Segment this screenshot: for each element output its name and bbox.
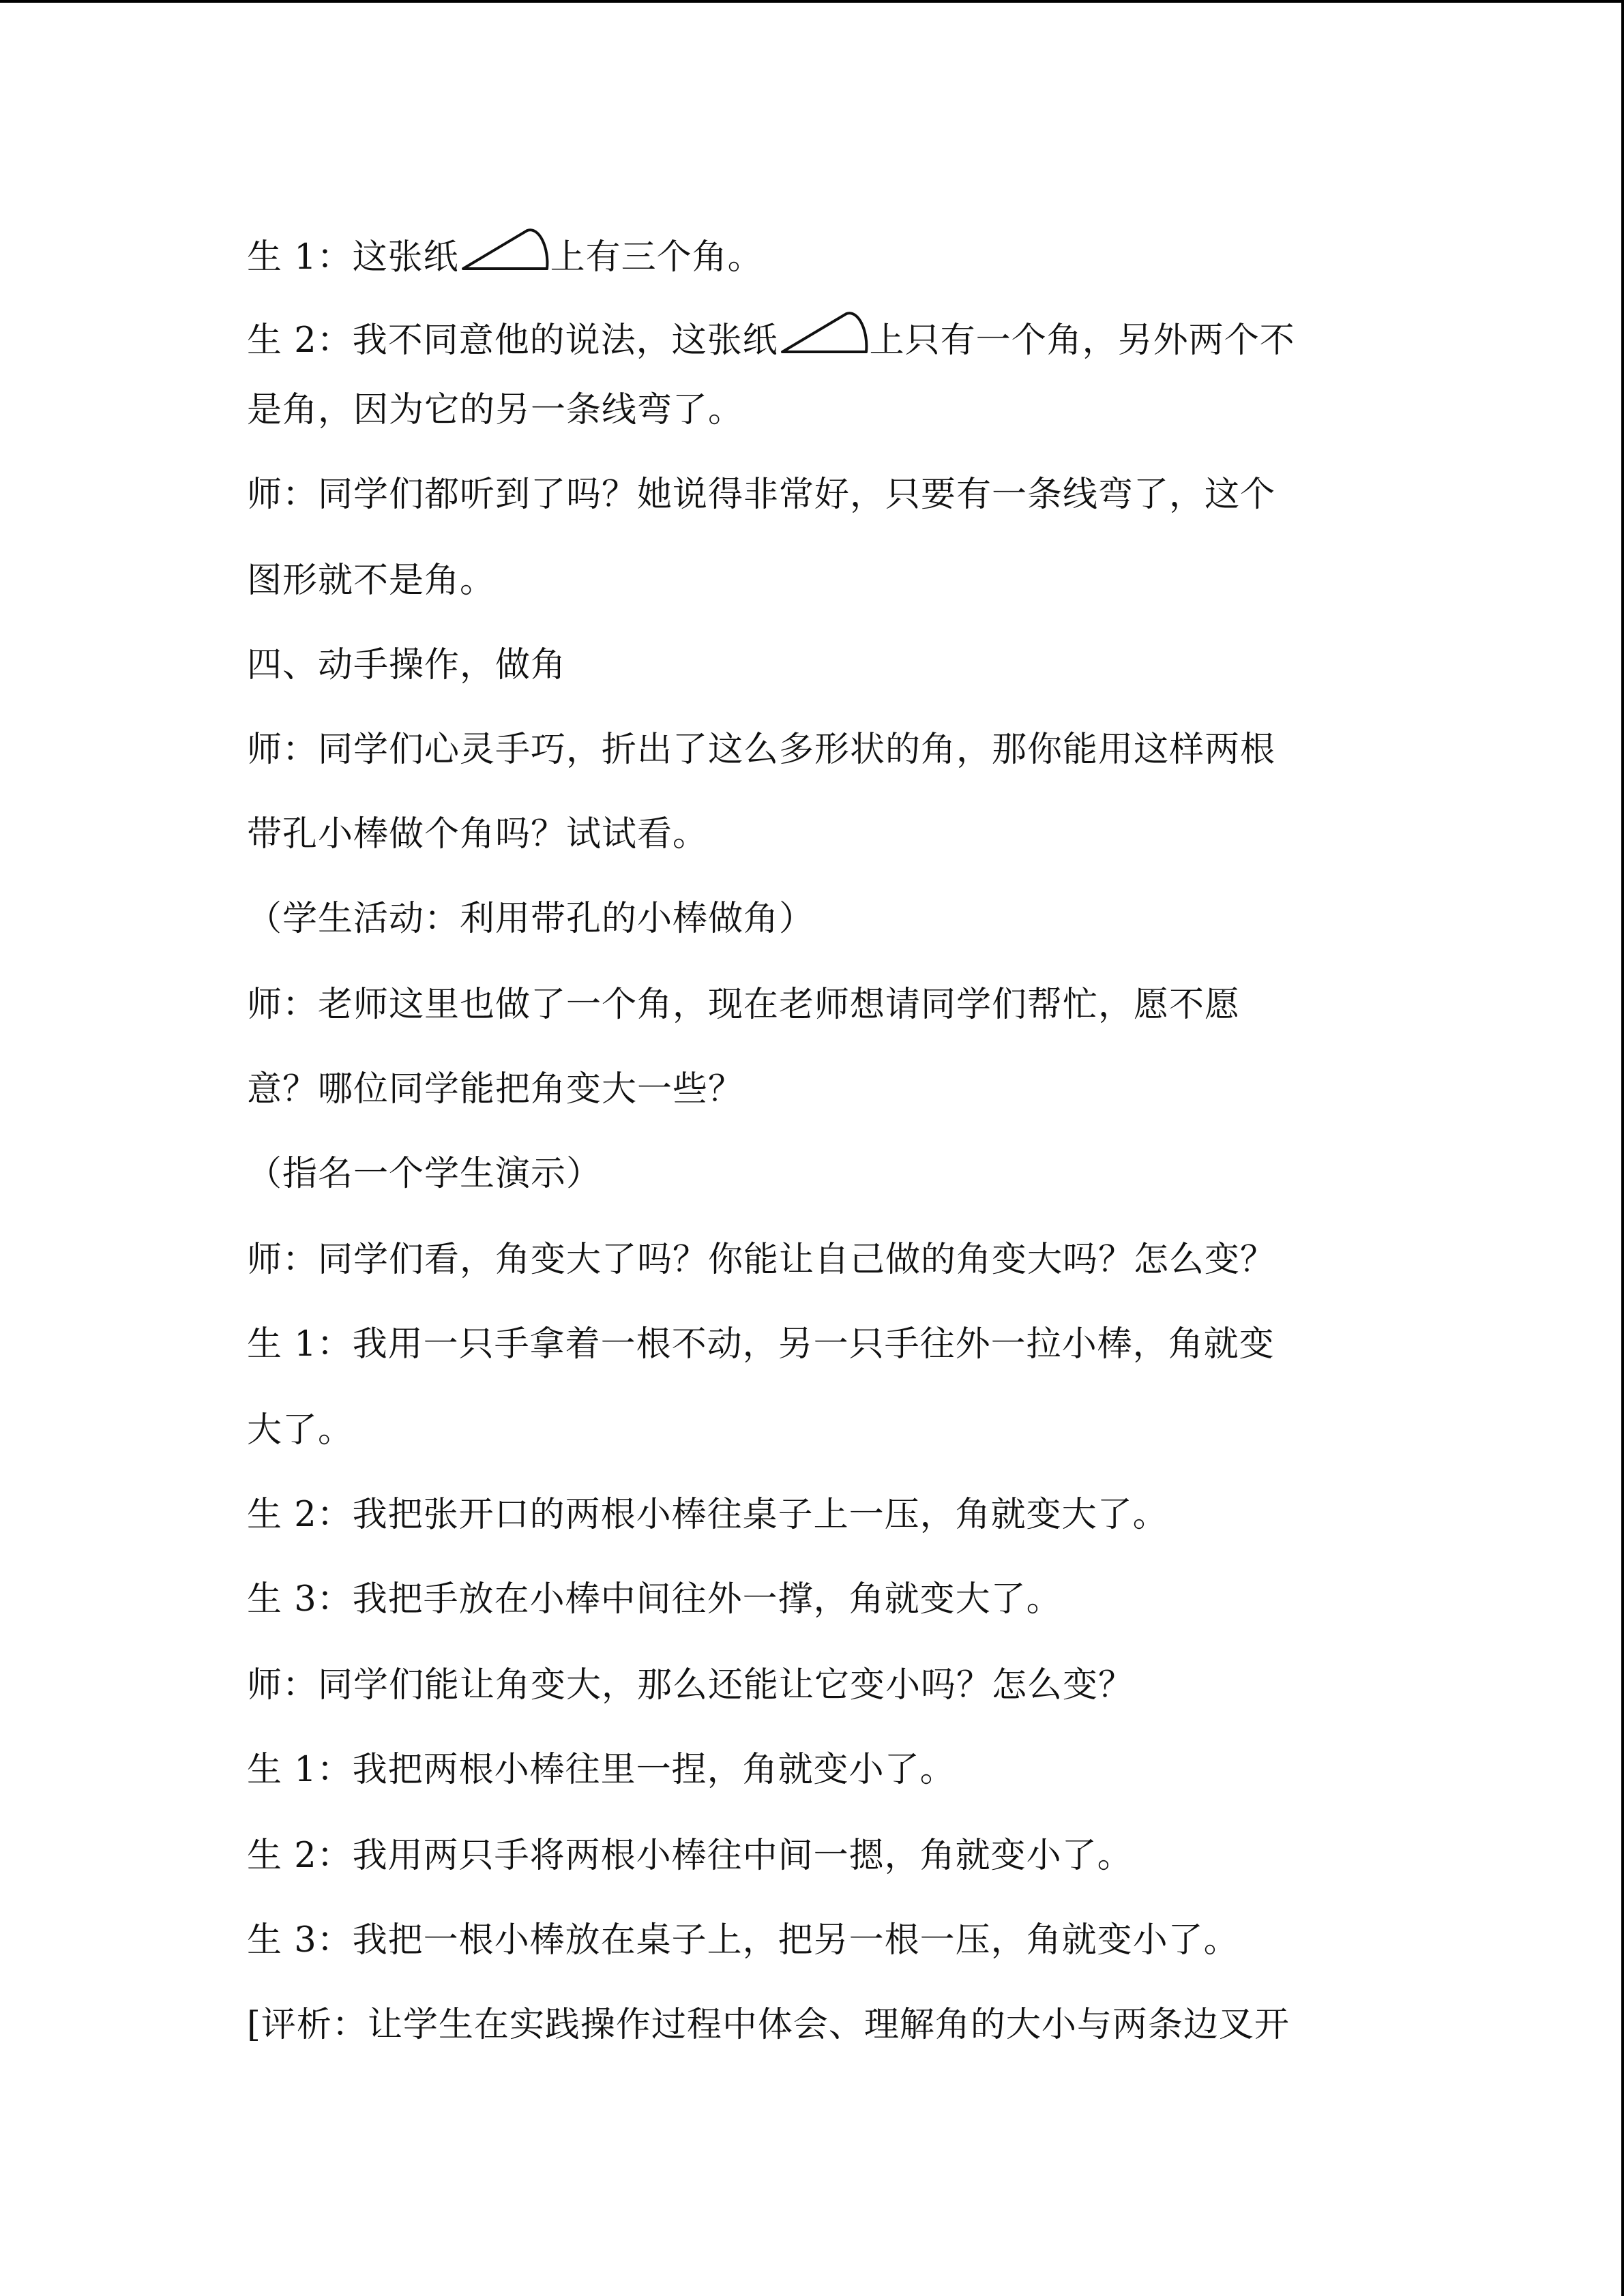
section-heading: 四、动手操作，做角 bbox=[247, 645, 567, 685]
line-2-text-after: 上只有一个角，另外两个不 bbox=[869, 320, 1295, 361]
line-1-text-before: 生 1：这张纸 bbox=[247, 237, 459, 278]
text-line-4: 师：同学们都听到了吗？她说得非常好，只要有一条线弯了，这个 bbox=[247, 475, 1276, 515]
text-line-19: 生 1：我把两根小棒往里一捏，角就变小了。 bbox=[247, 1750, 956, 1790]
text-line-16: 生 2：我把张开口的两根小棒往桌子上一压，角就变大了。 bbox=[247, 1495, 1168, 1535]
text-line-5: 图形就不是角。 bbox=[247, 561, 496, 601]
text-line-22: [评析：让学生在实践操作过程中体会、理解角的大小与两条边叉开 bbox=[247, 2005, 1290, 2045]
line-1-text-after: 上有三个角。 bbox=[550, 237, 763, 278]
curved-angle-paper-icon bbox=[459, 237, 550, 278]
text-line-8: 带孔小棒做个角吗？试试看。 bbox=[247, 814, 709, 854]
text-line-20: 生 2：我用两只手将两根小棒往中间一摁，角就变小了。 bbox=[247, 1836, 1133, 1876]
text-line-14: 生 1：我用一只手拿着一根不动，另一只手往外一拉小棒，角就变 bbox=[247, 1324, 1275, 1365]
text-line-15: 大了。 bbox=[247, 1410, 354, 1450]
text-line-1 bbox=[247, 237, 763, 278]
text-line-18: 师：同学们能让角变大，那么还能让它变小吗？怎么变？ bbox=[247, 1665, 1134, 1705]
text-line-3: 是角，因为它的另一条线弯了。 bbox=[247, 390, 744, 430]
text-line-10: 师：老师这里也做了一个角，现在老师想请同学们帮忙，愿不愿 bbox=[247, 985, 1241, 1025]
text-line-17: 生 3：我把手放在小棒中间往外一撑，角就变大了。 bbox=[247, 1579, 1062, 1620]
text-line-7: 师：同学们心灵手巧，折出了这么多形状的角，那你能用这样两根 bbox=[247, 730, 1276, 770]
line-2-text-before: 生 2：我不同意他的说法，这张纸 bbox=[247, 320, 778, 361]
text-line-12: （指名一个学生演示） bbox=[247, 1154, 602, 1194]
text-line-2 bbox=[247, 320, 1295, 361]
text-line-13: 师：同学们看，角变大了吗？你能让自己做的角变大吗？怎么变？ bbox=[247, 1240, 1276, 1280]
text-line-9: （学生活动：利用带孔的小棒做角） bbox=[247, 899, 815, 939]
text-line-21: 生 3：我把一根小棒放在桌子上，把另一根一压，角就变小了。 bbox=[247, 1920, 1239, 1960]
curved-angle-paper-icon bbox=[778, 320, 870, 361]
text-line-11: 意？哪位同学能把角变大一些？ bbox=[247, 1069, 744, 1109]
